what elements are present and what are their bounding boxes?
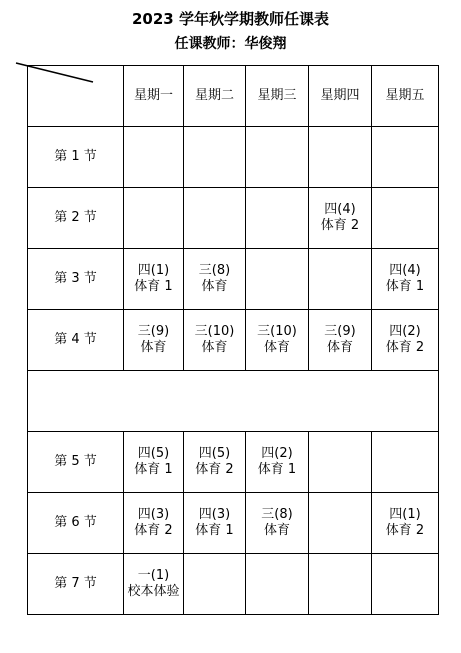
page-title: 2023 学年秋学期教师任课表: [132, 10, 329, 28]
schedule-cell: [124, 127, 184, 188]
period-row: [28, 310, 439, 371]
period-row: [28, 249, 439, 310]
class-name: 三(10): [194, 324, 235, 339]
class-name: 四(2): [261, 446, 293, 461]
schedule-cell: [184, 493, 246, 554]
period-row: [28, 127, 439, 188]
subject-name: 体育: [140, 340, 167, 355]
subject-name: 体育 2: [385, 340, 425, 355]
day-header-wed: 星期三: [246, 66, 309, 127]
period-row: [28, 432, 439, 493]
subject-name: 体育 1: [134, 279, 173, 294]
schedule-cell: [309, 554, 372, 615]
schedule-cell: [372, 310, 439, 371]
period-label: 第 3 节: [28, 249, 124, 310]
schedule-cell: [246, 188, 309, 249]
schedule-table: [27, 65, 439, 615]
schedule-cell: [372, 188, 439, 249]
subject-name: 体育 2: [134, 523, 173, 538]
schedule-cell: [372, 554, 439, 615]
subject-name: 体育: [326, 340, 353, 355]
subject-name: 体育: [201, 279, 228, 294]
schedule-cell: [184, 188, 246, 249]
schedule-cell: [372, 249, 439, 310]
period-row: [28, 493, 439, 554]
class-name: 三(8): [198, 263, 231, 278]
schedule-cell: [309, 188, 372, 249]
schedule-cell: [309, 310, 372, 371]
subject-name: 体育: [263, 523, 290, 538]
schedule-cell: [246, 554, 309, 615]
schedule-cell: [309, 493, 372, 554]
subject-name: 体育 2: [195, 462, 234, 477]
class-name: 三(9): [137, 324, 170, 339]
schedule-cell: [246, 432, 309, 493]
schedule-cell: [372, 432, 439, 493]
schedule-cell: [372, 127, 439, 188]
schedule-cell: [124, 249, 184, 310]
period-label: 第 7 节: [28, 554, 124, 615]
day-header-tue: 星期二: [184, 66, 246, 127]
schedule-cell: [246, 493, 309, 554]
period-label: 第 2 节: [28, 188, 124, 249]
schedule-cell: [124, 310, 184, 371]
schedule-cell: [184, 310, 246, 371]
schedule-cell: [372, 493, 439, 554]
class-name: 四(5): [198, 446, 231, 461]
day-header-thu: 星期四: [309, 66, 372, 127]
subject-name: 校本体验: [127, 584, 180, 599]
schedule-cell: [246, 310, 309, 371]
day-header-fri: 星期五: [372, 66, 439, 127]
period-label: 第 1 节: [28, 127, 124, 188]
class-name: 四(3): [137, 507, 170, 522]
class-name: 四(4): [324, 202, 356, 217]
schedule-cell: [124, 188, 184, 249]
subject-name: 体育: [201, 340, 228, 355]
class-name: 三(8): [261, 507, 293, 522]
schedule-cell: [246, 127, 309, 188]
corner-cell: [28, 66, 124, 127]
period-row: [28, 554, 439, 615]
class-name: 四(2): [389, 324, 421, 339]
period-label: 第 5 节: [28, 432, 124, 493]
schedule-cell: [124, 554, 184, 615]
class-name: 三(9): [324, 324, 356, 339]
subject-name: 体育 2: [320, 218, 360, 233]
schedule-cell: [309, 432, 372, 493]
schedule-cell: [124, 432, 184, 493]
period-row: [28, 188, 439, 249]
schedule-cell: [184, 432, 246, 493]
class-name: 四(5): [137, 446, 170, 461]
class-name: 四(1): [389, 507, 421, 522]
schedule-cell: [184, 127, 246, 188]
class-name: 一(1): [137, 568, 170, 583]
period-label: 第 4 节: [28, 310, 124, 371]
class-name: 三(10): [257, 324, 297, 339]
subject-name: 体育 1: [385, 279, 425, 294]
schedule-cell: [309, 127, 372, 188]
subject-name: 体育 2: [385, 523, 425, 538]
schedule-cell: [309, 249, 372, 310]
subject-name: 体育 1: [134, 462, 173, 477]
lunch-break-row: [28, 371, 439, 432]
subject-name: 体育 1: [257, 462, 297, 477]
schedule-cell: [184, 249, 246, 310]
day-header-mon: 星期一: [124, 66, 184, 127]
class-name: 四(3): [198, 507, 231, 522]
schedule-cell: [184, 554, 246, 615]
header-row: [28, 66, 439, 127]
subject-name: 体育 1: [195, 523, 234, 538]
teacher-line: 任课教师：华俊翔: [174, 36, 287, 52]
schedule-cell: [246, 249, 309, 310]
break-cell: [28, 371, 439, 432]
class-name: 四(4): [389, 263, 421, 278]
period-label: 第 6 节: [28, 493, 124, 554]
subject-name: 体育: [263, 340, 290, 355]
class-name: 四(1): [137, 263, 170, 278]
schedule-cell: [124, 493, 184, 554]
